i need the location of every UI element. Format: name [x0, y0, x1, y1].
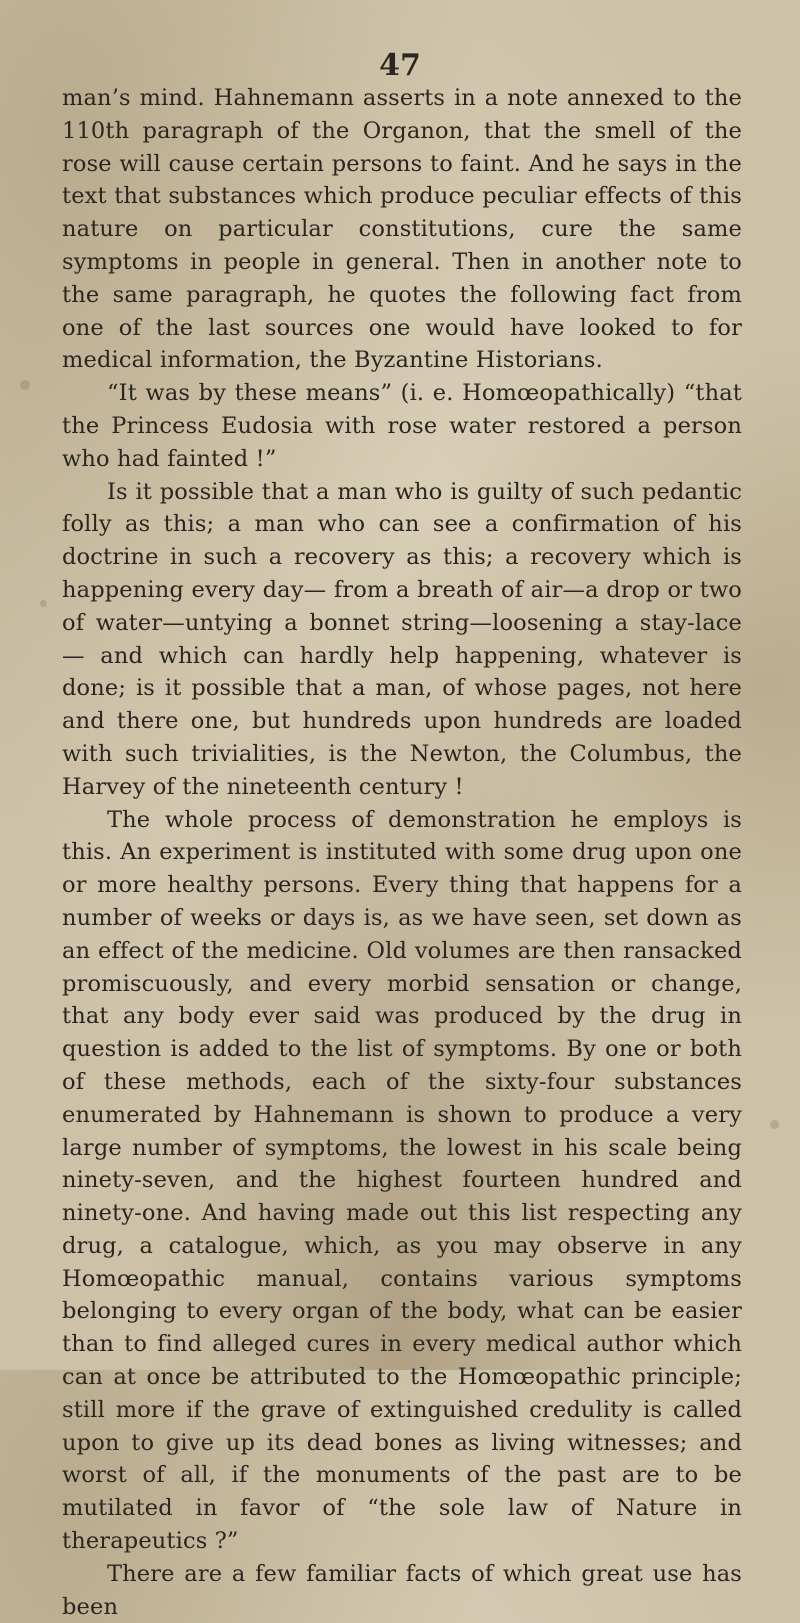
page-number: 47	[379, 48, 421, 83]
paragraph-5: There are a few familiar facts of which great use has been	[62, 1560, 742, 1620]
paragraph-1: man’s mind. Hahnemann asserts in a note annexed to the 110th paragraph of the Organon, that the smell of the rose will cause certain persons to faint. And he says in the text that substances which produce peculiar effects of this nature on particular constitutions, cure the same symptoms in people in general. Then in another note to the same paragraph, he quotes the following fact from one of the last sources one would have looked to for medical information, the Byzantine Historians.	[62, 85, 742, 374]
paper-spot	[20, 380, 30, 390]
paragraph-2: “It was by these means” (i. e. Homœopathically) “that the Princess Eudosia with rose water restored a person who had fainted !”	[62, 380, 742, 472]
body-text	[62, 82, 742, 1623]
paragraph-4: The whole process of demonstration he employs is this. An experiment is instituted with some drug upon one or more healthy persons. Every thing that happens for a number of weeks or days is, as we have seen, set down as an effect of the medicine. Old volumes are then ransacked promiscuously, and every morbid sensation or change, that any body ever said was produced by the drug in question is added to the list of symptoms. By one or both of these methods, each of the sixty-four substances enumerated by Hahnemann is shown to produce a very large number of symptoms, the lowest in his scale being ninety-seven, and the highest fourteen hundred and ninety-one. And having made out this list respecting any drug, a catalogue, which, as you may observe in any Homœopathic manual, contains various symptoms belonging to every organ of the body, what can be easier than to find alleged cures in every medical author which can at once be attributed to the Homœopathic principle; still more if the grave of extinguished credulity is called upon to give up its dead bones as living witnesses; and worst of all, if the monuments of the past are to be mutilated in favor of “the sole law of Nature in therapeutics ?”	[62, 806, 742, 1555]
paper-spot	[40, 600, 47, 607]
paragraph-3: Is it possible that a man who is guilty of such pedantic folly as this; a man who can see a confirmation of his doctrine in such a recovery as this; a recovery which is happening every day— from a breath of air—a drop or two of water—untying a bonnet string—loosening a stay-lace — and which can hardly help happening, whatever is done; is it possible that a man, of whose pages, not here and there one, but hundreds upon hundreds are loaded with such trivialities, is the Newton, the Columbus, the Harvey of the nineteenth century !	[62, 478, 742, 800]
paper-spot	[770, 1120, 779, 1129]
